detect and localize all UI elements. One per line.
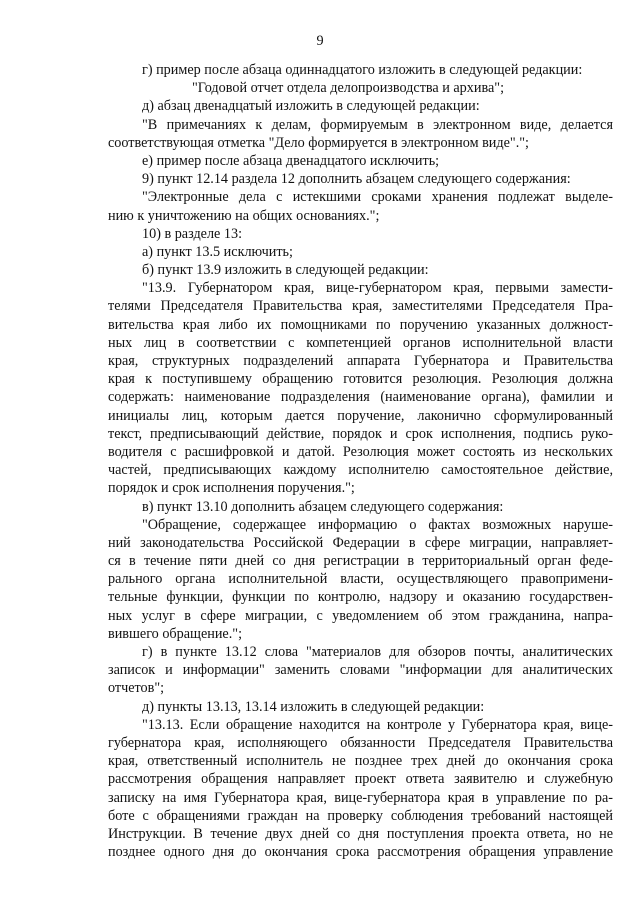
text-line: "Электронные дела с истекшими сроками хранения подлежат выделе- — [142, 189, 613, 206]
text-line: края, ответственный исполнитель не позднее трех дней до окончания срока — [108, 753, 613, 770]
text-line: г) пример после абзаца одиннадцатого изложить в следующей редакции: — [142, 62, 583, 78]
text-line: 9) пункт 12.14 раздела 12 дополнить абзацем следующего содержания: — [142, 171, 571, 188]
text-line: "13.13. Если обращение находится на контроле у Губернатора края, вице- — [142, 716, 613, 733]
text-line: "Обращение, содержащее информацию о фактах возможных наруше- — [142, 516, 613, 533]
text-line: 10) в разделе 13: — [142, 225, 243, 242]
text-line: "В примечаниях к делам, формируемым в электронном виде, делается — [142, 116, 613, 133]
text-line: вительства края либо их помощниками по поручению указанных должност- — [108, 316, 613, 333]
text-line: е) пример после абзаца двенадцатого исключить; — [142, 152, 440, 169]
text-line: ных услуг в сфере миграции, с уведомлением об этом гражданина, напра- — [108, 607, 613, 624]
text-line: боте с обращениями граждан на проверку соблюдения требований настоящей — [108, 807, 613, 824]
text-line: отчетов"; — [108, 680, 165, 697]
text-line: записок и информации" заменить словами "информации для аналитических — [108, 662, 613, 679]
text-line: г) в пункте 13.12 слова "материалов для обзоров почты, аналитических — [142, 644, 613, 660]
text-line: инициалы лиц, которым дается поручение, лаконично сформулированный — [108, 407, 613, 424]
text-line: "Годовой отчет отдела делопроизводства и архива"; — [192, 80, 505, 97]
text-line: Инструкции. В течение двух дней со дня поступления проекта ответа, но не — [108, 825, 613, 842]
document-body — [108, 61, 613, 861]
text-line: д) пункты 13.13, 13.14 изложить в следующей редакции: — [142, 698, 485, 715]
text-line: содержать: наименование подразделения (наименование органа), фамилии и — [108, 389, 613, 406]
text-line: рассмотрения обращения направляет проект ответа заявителю и служебную — [108, 771, 613, 788]
text-line: ний законодательства Российской Федерации в сфере миграции, направляет- — [108, 534, 613, 551]
text-line: д) абзац двенадцатый изложить в следующей редакции: — [142, 98, 480, 115]
text-line: соответствующая отметка "Дело формируется в электронном виде"."; — [108, 134, 529, 151]
text-line: рального органа исполнительной власти, осуществляющего правопримени- — [108, 571, 613, 588]
text-line: ся в течение пяти дней со дня регистрации в территориальный орган феде- — [108, 553, 613, 570]
text-line: позднее одного дня до окончания срока рассмотрения обращения управление — [108, 844, 613, 861]
text-line: водителя с расшифровкой и датой. Резолюция может состоять из нескольких — [108, 443, 613, 460]
text-line: края к поступившему обращению готовится резолюция. Резолюция должна — [108, 371, 613, 388]
text-line: "13.9. Губернатором края, вице-губернатором края, первыми замести- — [142, 280, 613, 297]
text-line: записку на имя Губернатора края, вице-губернатора края в управление по ра- — [108, 789, 613, 806]
text-line: порядок и срок исполнения поручения."; — [108, 480, 355, 497]
text-line: телями Председателя Правительства края, заместителями Председателя Пра- — [108, 298, 613, 315]
text-line: края, структурных подразделений аппарата Губернатора и Правительства — [108, 353, 613, 369]
text-line: губернатора края, исполняющего обязанности Председателя Правительства — [108, 734, 613, 751]
text-line: нию к уничтожению на общих основаниях."; — [108, 207, 380, 224]
text-line: текст, предписывающий действие, порядок и срок исполнения, подпись руко- — [108, 425, 613, 442]
text-line: в) пункт 13.10 дополнить абзацем следующего содержания: — [142, 498, 504, 515]
text-line: тельные функции, функции по контролю, надзору и оказанию государствен- — [108, 589, 613, 606]
page-number: 9 — [316, 33, 324, 49]
text-line: ных лиц в соответствии с компетенцией органов исполнительной власти — [108, 334, 613, 351]
text-line: б) пункт 13.9 изложить в следующей редакции: — [142, 262, 429, 279]
text-line: а) пункт 13.5 исключить; — [142, 243, 293, 260]
text-line: частей, предписывающих каждому исполнителю самостоятельное действие, — [108, 462, 613, 479]
text-line: вившего обращение."; — [108, 625, 243, 642]
